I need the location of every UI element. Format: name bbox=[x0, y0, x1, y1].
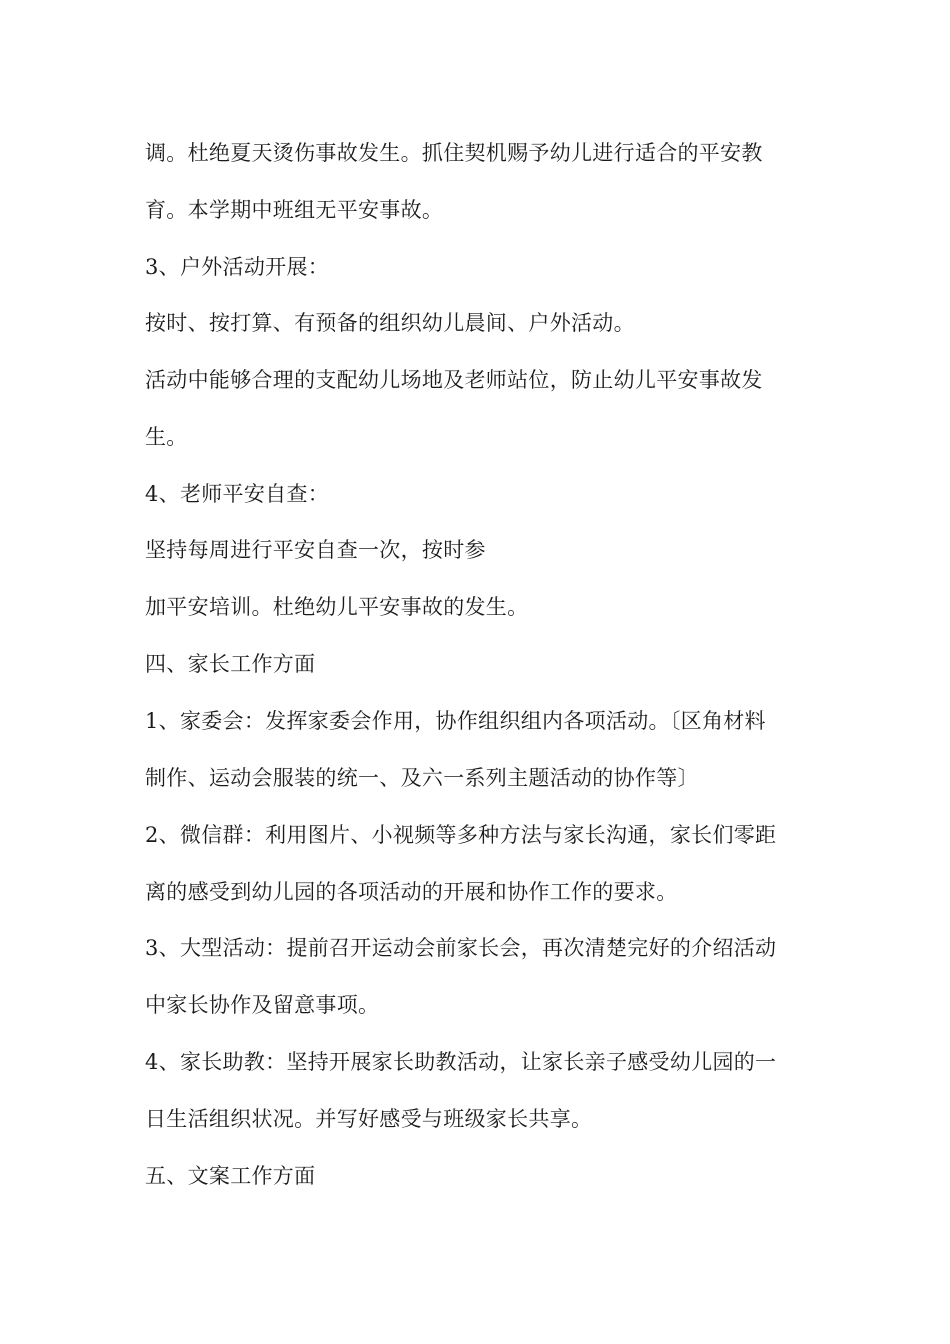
section-heading: 五、文案工作方面 bbox=[145, 1164, 316, 1188]
text-line: 4、家长助教：坚持开展家长助教活动，让家长亲子感受幼儿园的一 bbox=[145, 1050, 777, 1074]
text-line: 育。本学期中班组无平安事故。 bbox=[145, 198, 444, 222]
text-line: 中家长协作及留意事项。 bbox=[145, 993, 380, 1017]
text-line: 活动中能够合理的支配幼儿场地及老师站位，防止幼儿平安事故发 bbox=[145, 368, 763, 392]
text-line: 1、家委会：发挥家委会作用，协作组织组内各项活动。〔区角材料 bbox=[145, 709, 766, 733]
text-line: 按时、按打算、有预备的组织幼儿晨间、户外活动。 bbox=[145, 311, 635, 335]
text-line: 生。 bbox=[145, 425, 188, 449]
text-line: 日生活组织状况。并写好感受与班级家长共享。 bbox=[145, 1107, 593, 1131]
text-line: 加平安培训。杜绝幼儿平安事故的发生。 bbox=[145, 595, 529, 619]
text-line: 制作、运动会服装的统一、及六一系列主题活动的协作等〕 bbox=[145, 766, 699, 790]
text-line: 3、户外活动开展： bbox=[145, 255, 330, 279]
text-line: 离的感受到幼儿园的各项活动的开展和协作工作的要求。 bbox=[145, 880, 678, 904]
text-line: 4、老师平安自查： bbox=[145, 482, 330, 506]
text-line: 坚持每周进行平安自查一次，按时参 bbox=[145, 538, 486, 562]
section-heading: 四、家长工作方面 bbox=[145, 652, 316, 676]
text-line: 调。杜绝夏天烫伤事故发生。抓住契机赐予幼儿进行适合的平安教 bbox=[145, 141, 763, 165]
text-line: 2、微信群：利用图片、小视频等多种方法与家长沟通，家长们零距 bbox=[145, 823, 777, 847]
text-line: 3、大型活动：提前召开运动会前家长会，再次清楚完好的介绍活动 bbox=[145, 936, 777, 960]
